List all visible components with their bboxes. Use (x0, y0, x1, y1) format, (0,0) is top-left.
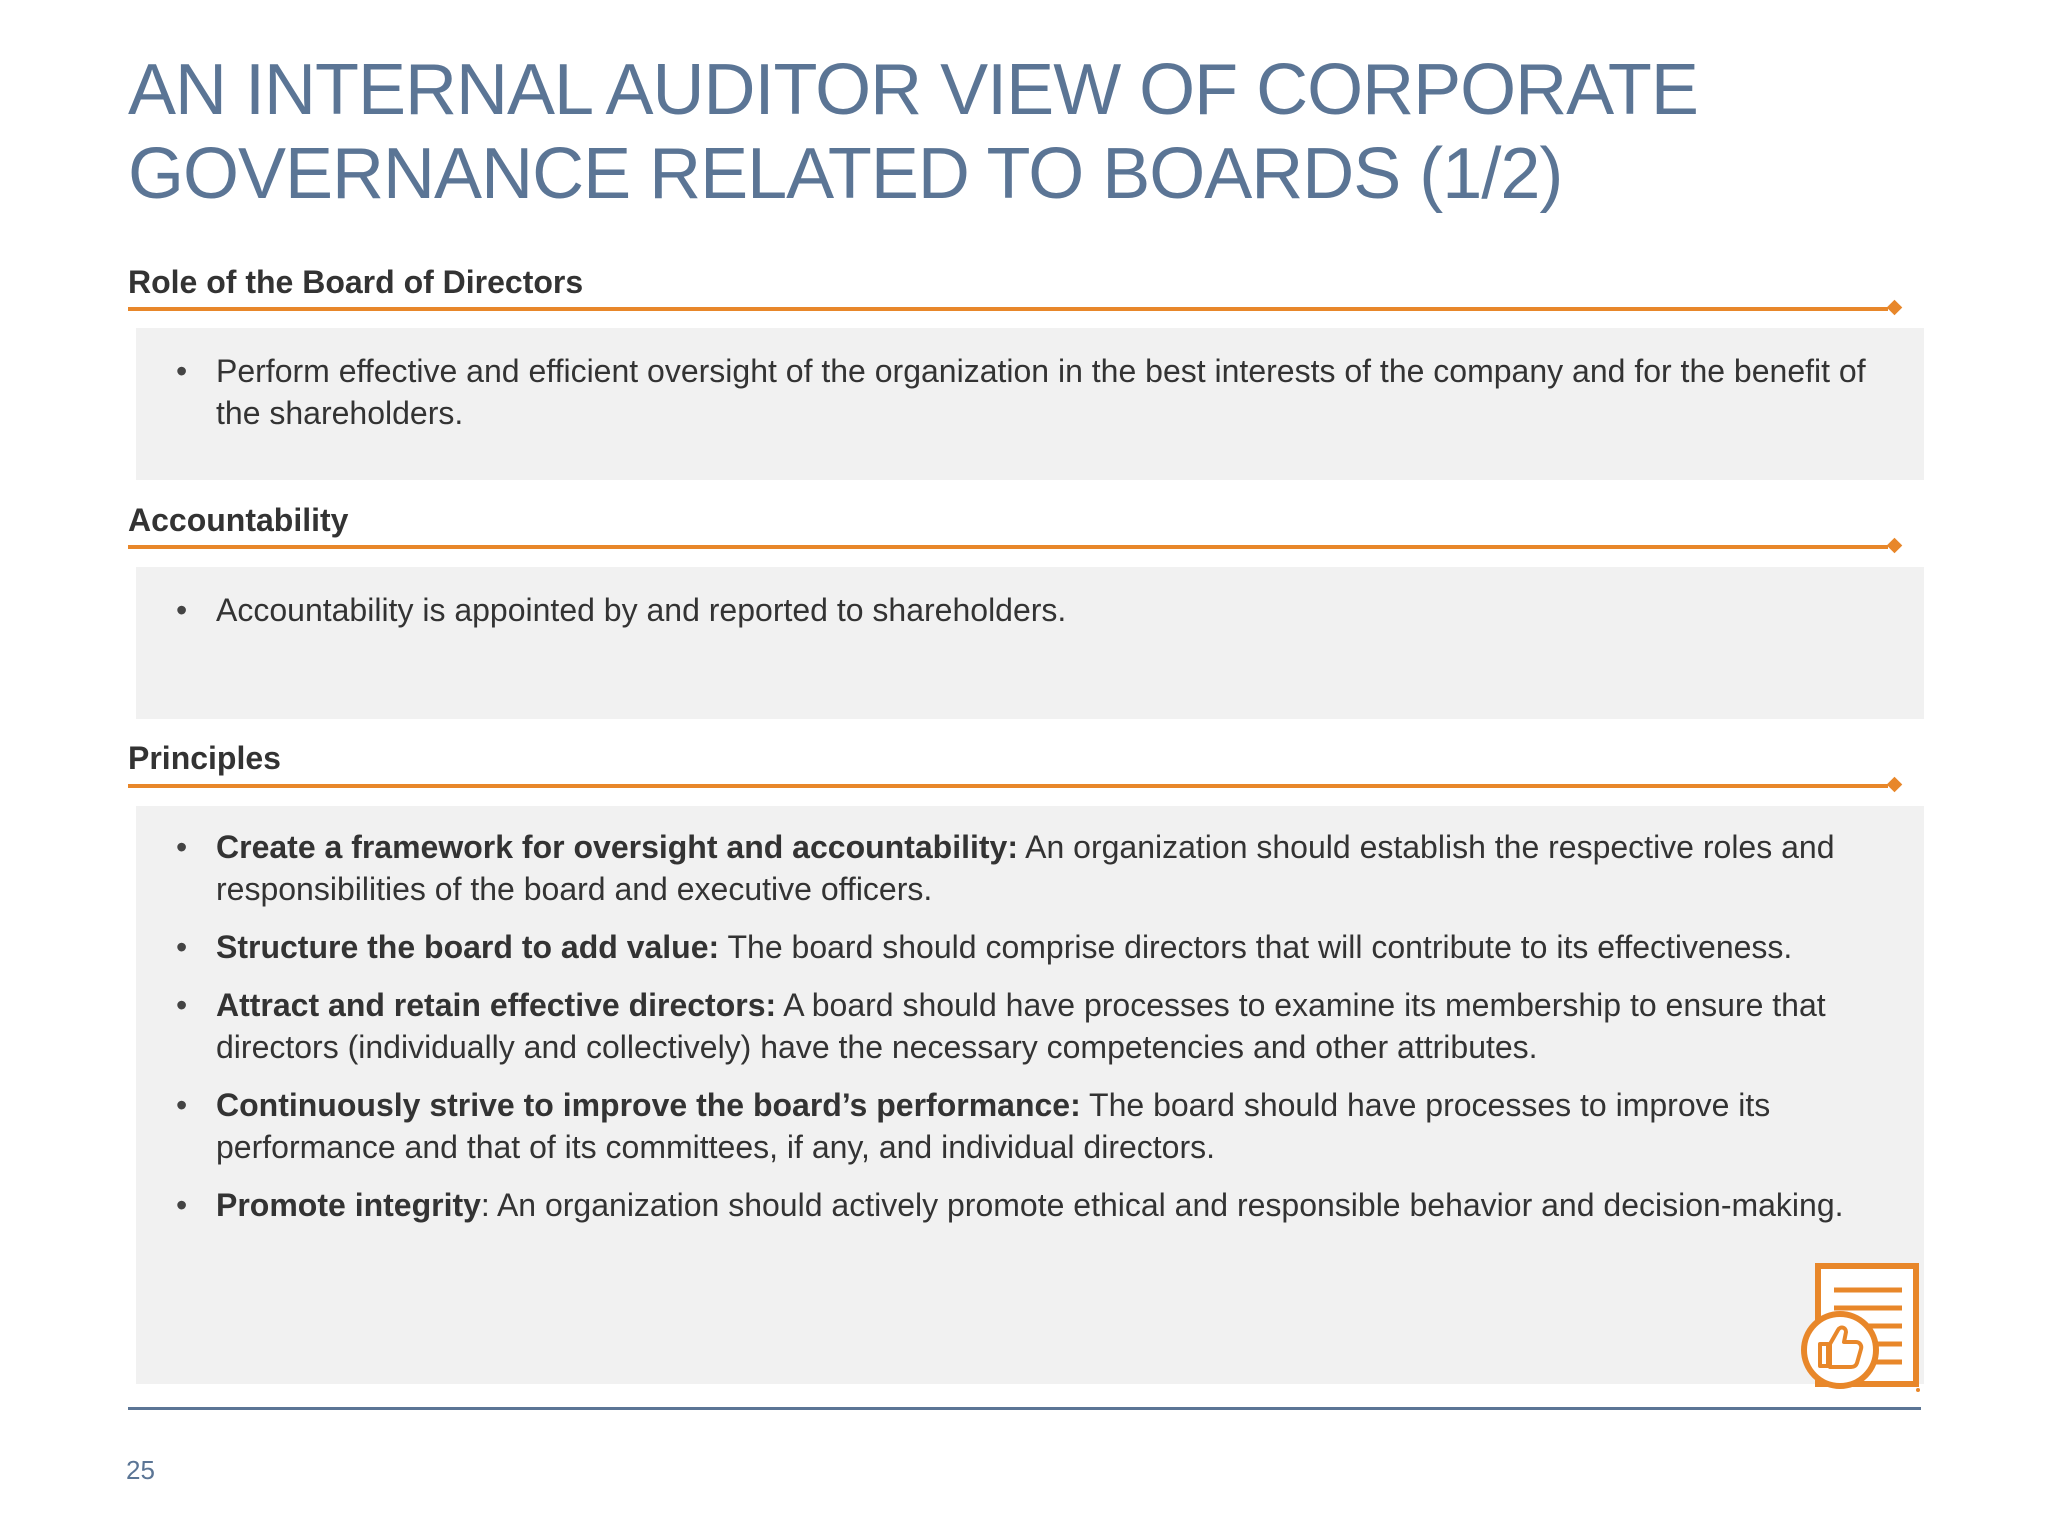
bullet-text: Perform effective and efficient oversight of the organization in the best interests of the company and for the benefit of the shareholders. (216, 353, 1866, 431)
section-panel-accountability (136, 567, 1924, 719)
section-heading-principles: Principles (128, 740, 281, 776)
section-panel-role (136, 328, 1924, 480)
bullet-list-principles (160, 826, 1884, 1242)
bullet-list-accountability (160, 589, 1884, 647)
list-item (160, 1084, 1884, 1168)
section-divider-role (128, 307, 1888, 311)
section-heading-accountability: Accountability (128, 502, 349, 538)
bullet-text: An organization should establish the respective roles and responsibilities of the board and executive officers. (216, 829, 1835, 907)
bullet-text: Accountability is appointed by and reported to shareholders. (216, 592, 1067, 628)
document-thumbs-up-icon (1798, 1262, 1922, 1392)
bullet-icon: • (176, 1087, 188, 1123)
bullet-lead: Attract and retain effective directors: (216, 987, 777, 1023)
bullet-text: The board should comprise directors that will contribute to its effectiveness. (719, 929, 1793, 965)
bullet-text: : An organization should actively promote ethical and responsible behavior and decision-making. (480, 1187, 1844, 1223)
section-divider-principles (128, 784, 1888, 788)
bullet-lead: Promote integrity (216, 1187, 481, 1223)
divider-end-diamond (1887, 300, 1903, 316)
bullet-icon: • (176, 829, 188, 865)
list-item (160, 984, 1884, 1068)
section-heading-role: Role of the Board of Directors (128, 264, 584, 300)
bullet-icon: • (176, 929, 188, 965)
bullet-icon: • (176, 353, 188, 389)
section-panel-principles (136, 806, 1924, 1384)
bullet-text: The board should have processes to improve its performance and that of its committees, if any, and individual directors. (216, 1087, 1771, 1165)
bullet-list-role (160, 350, 1884, 450)
slide-title-line-1: AN INTERNAL AUDITOR VIEW OF CORPORATE (128, 50, 1698, 130)
slide-title-line-2: GOVERNANCE RELATED TO BOARDS (1/2) (128, 134, 1563, 214)
section-divider-accountability (128, 545, 1888, 549)
slide-title (128, 48, 1928, 216)
list-item (160, 1184, 1884, 1226)
bullet-icon: • (176, 592, 188, 628)
bullet-text: A board should have processes to examine its membership to ensure that directors (individually and collectively) have the necessary competencies and other attributes. (216, 987, 1826, 1065)
divider-end-diamond (1887, 538, 1903, 554)
bullet-lead: Continuously strive to improve the board’s performance: (216, 1087, 1081, 1123)
divider-end-diamond (1887, 777, 1903, 793)
bullet-icon: • (176, 1187, 188, 1223)
bullet-lead: Create a framework for oversight and accountability: (216, 829, 1018, 865)
bullet-icon: • (176, 987, 188, 1023)
page-number: 25 (126, 1455, 155, 1485)
list-item (160, 926, 1884, 968)
footer-divider (128, 1407, 1921, 1410)
list-item (160, 350, 1884, 434)
bullet-lead: Structure the board to add value: (216, 929, 720, 965)
list-item (160, 589, 1884, 631)
list-item (160, 826, 1884, 910)
